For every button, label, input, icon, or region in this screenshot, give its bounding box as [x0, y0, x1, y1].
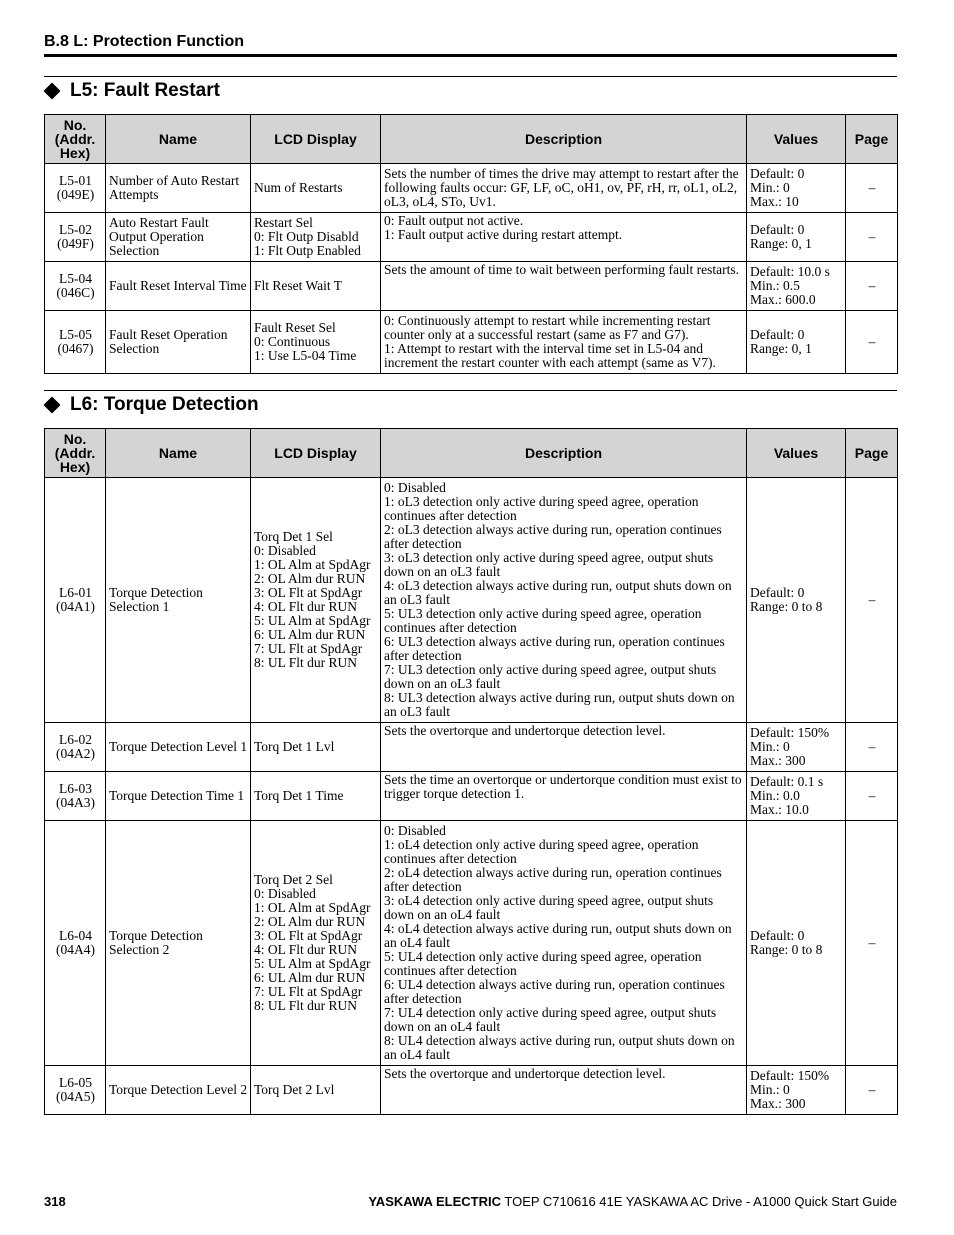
param-no: L6-05 (04A5)	[45, 1066, 106, 1115]
section-rule	[44, 76, 897, 77]
param-no: L6-01 (04A1)	[45, 478, 106, 723]
header-rule	[44, 54, 897, 57]
table-header-row	[45, 429, 898, 478]
param-lcd: Flt Reset Wait T	[251, 262, 381, 311]
param-lcd: Torq Det 1 Time	[251, 772, 381, 821]
footer-brand: YASKAWA ELECTRIC	[368, 1194, 501, 1209]
param-no: L6-03 (04A3)	[45, 772, 106, 821]
param-name: Number of Auto Restart Attempts	[106, 164, 251, 213]
param-lcd: Num of Restarts	[251, 164, 381, 213]
param-name: Torque Detection Level 1	[106, 723, 251, 772]
param-name: Torque Detection Selection 1	[106, 478, 251, 723]
param-page: –	[846, 772, 898, 821]
param-values: Default: 0 Range: 0, 1	[747, 213, 846, 262]
param-name: Auto Restart Fault Output Operation Selection	[106, 213, 251, 262]
parameter-table-l5	[44, 114, 898, 374]
table-row	[45, 478, 898, 723]
table-row	[45, 213, 898, 262]
page-header-title: B.8 L: Protection Function	[44, 33, 244, 50]
col-header-values: Values	[747, 429, 846, 478]
col-header-description: Description	[381, 115, 747, 164]
param-page: –	[846, 1066, 898, 1115]
param-description: Sets the time an overtorque or undertorque condition must exist to trigger torque detection 1.	[381, 772, 747, 821]
param-no: L6-04 (04A4)	[45, 821, 106, 1066]
table-row	[45, 262, 898, 311]
param-lcd: Torq Det 1 Lvl	[251, 723, 381, 772]
param-values: Default: 0 Range: 0 to 8	[747, 821, 846, 1066]
col-header-lcd: LCD Display	[251, 115, 381, 164]
param-description: Sets the number of times the drive may attempt to restart after the following faults occur: GF, LF, oC, oH1, ov, PF, rH, rr, oL1, oL2, oL3, oL4, STo, Uv1.	[381, 164, 747, 213]
param-description: 0: Continuously attempt to restart while incrementing restart counter only at a successful restart (same as F7 and G7). 1: Attempt to restart with the interval time set in L5-04 and increment the restart counter with each attempt (same as V7).	[381, 311, 747, 374]
param-no: L5-01 (049E)	[45, 164, 106, 213]
param-no: L5-05 (0467)	[45, 311, 106, 374]
param-values: Default: 0.1 s Min.: 0.0 Max.: 10.0	[747, 772, 846, 821]
col-header-description: Description	[381, 429, 747, 478]
section-title: L5: Fault Restart	[70, 80, 220, 101]
diamond-bullet-icon	[44, 83, 61, 100]
param-name: Torque Detection Time 1	[106, 772, 251, 821]
param-name: Fault Reset Interval Time	[106, 262, 251, 311]
page-number: 318	[44, 1194, 66, 1209]
param-lcd: Restart Sel 0: Flt Outp Disabld 1: Flt Outp Enabled	[251, 213, 381, 262]
col-header-values: Values	[747, 115, 846, 164]
param-values: Default: 0 Range: 0 to 8	[747, 478, 846, 723]
param-description: 0: Disabled 1: oL3 detection only active during speed agree, operation continues after detection 2: oL3 detection always active during run, operation continues after detection 3: oL3 detection only active during speed agree, output shuts down on an oL3 fault 4: oL3 detection always active during run, output shuts down on an oL3 fault 5: UL3 detection only active during speed agree, operation continues after detection 6: UL3 detection always active during run, operation continues after detection 7: UL3 detection only active during speed agree, output shuts down on an oL3 fault 8: UL3 detection always active during run, output shuts down on an oL3 fault	[381, 478, 747, 723]
section-rule	[44, 390, 897, 391]
col-header-no: No. (Addr. Hex)	[45, 429, 106, 478]
param-description: Sets the amount of time to wait between performing fault restarts.	[381, 262, 747, 311]
col-header-name: Name	[106, 115, 251, 164]
param-no: L5-04 (046C)	[45, 262, 106, 311]
param-description: Sets the overtorque and undertorque detection level.	[381, 1066, 747, 1115]
param-description: 0: Disabled 1: oL4 detection only active during speed agree, operation continues after detection 2: oL4 detection always active during run, operation continues after detection 3: oL4 detection only active during speed agree, output shuts down on an oL4 fault 4: oL4 detection always active during run, output shuts down on an oL4 fault 5: UL4 detection only active during speed agree, operation continues after detection 6: UL4 detection always active during run, operation continues after detection 7: UL4 detection only active during speed agree, output shuts down on an oL4 fault 8: UL4 detection always active during run, output shuts down on an oL4 fault	[381, 821, 747, 1066]
table-row	[45, 164, 898, 213]
param-values: Default: 0 Min.: 0 Max.: 10	[747, 164, 846, 213]
col-header-page: Page	[846, 115, 898, 164]
col-header-name: Name	[106, 429, 251, 478]
footer-doc-title: TOEP C710616 41E YASKAWA AC Drive - A1000 Quick Start Guide	[501, 1194, 897, 1209]
table-row	[45, 311, 898, 374]
param-page: –	[846, 164, 898, 213]
param-page: –	[846, 262, 898, 311]
table-row	[45, 723, 898, 772]
param-name: Fault Reset Operation Selection	[106, 311, 251, 374]
col-header-lcd: LCD Display	[251, 429, 381, 478]
param-values: Default: 150% Min.: 0 Max.: 300	[747, 723, 846, 772]
section-heading-l6	[44, 394, 259, 416]
section-title: L6: Torque Detection	[70, 394, 259, 415]
param-values: Default: 0 Range: 0, 1	[747, 311, 846, 374]
param-lcd: Torq Det 2 Lvl	[251, 1066, 381, 1115]
table-row	[45, 821, 898, 1066]
param-lcd: Torq Det 1 Sel 0: Disabled 1: OL Alm at SpdAgr 2: OL Alm dur RUN 3: OL Flt at SpdAgr 4: OL Flt dur RUN 5: UL Alm at SpdAgr 6: UL Alm dur RUN 7: UL Flt at SpdAgr 8: UL Flt dur RUN	[251, 478, 381, 723]
col-header-no: No. (Addr. Hex)	[45, 115, 106, 164]
param-no: L5-02 (049F)	[45, 213, 106, 262]
param-page: –	[846, 478, 898, 723]
diamond-bullet-icon	[44, 397, 61, 414]
table-row	[45, 772, 898, 821]
param-values: Default: 150% Min.: 0 Max.: 300	[747, 1066, 846, 1115]
param-page: –	[846, 723, 898, 772]
param-values: Default: 10.0 s Min.: 0.5 Max.: 600.0	[747, 262, 846, 311]
param-lcd: Fault Reset Sel 0: Continuous 1: Use L5-04 Time	[251, 311, 381, 374]
param-description: 0: Fault output not active. 1: Fault output active during restart attempt.	[381, 213, 747, 262]
param-name: Torque Detection Selection 2	[106, 821, 251, 1066]
param-page: –	[846, 213, 898, 262]
param-name: Torque Detection Level 2	[106, 1066, 251, 1115]
col-header-page: Page	[846, 429, 898, 478]
parameter-table-l6	[44, 428, 898, 1115]
param-lcd: Torq Det 2 Sel 0: Disabled 1: OL Alm at SpdAgr 2: OL Alm dur RUN 3: OL Flt at SpdAgr 4: OL Flt dur RUN 5: UL Alm at SpdAgr 6: UL Alm dur RUN 7: UL Flt at SpdAgr 8: UL Flt dur RUN	[251, 821, 381, 1066]
param-no: L6-02 (04A2)	[45, 723, 106, 772]
section-heading-l5	[44, 80, 220, 102]
param-page: –	[846, 821, 898, 1066]
param-page: –	[846, 311, 898, 374]
param-description: Sets the overtorque and undertorque detection level.	[381, 723, 747, 772]
table-row	[45, 1066, 898, 1115]
footer-doc-info	[368, 1194, 897, 1209]
table-header-row	[45, 115, 898, 164]
